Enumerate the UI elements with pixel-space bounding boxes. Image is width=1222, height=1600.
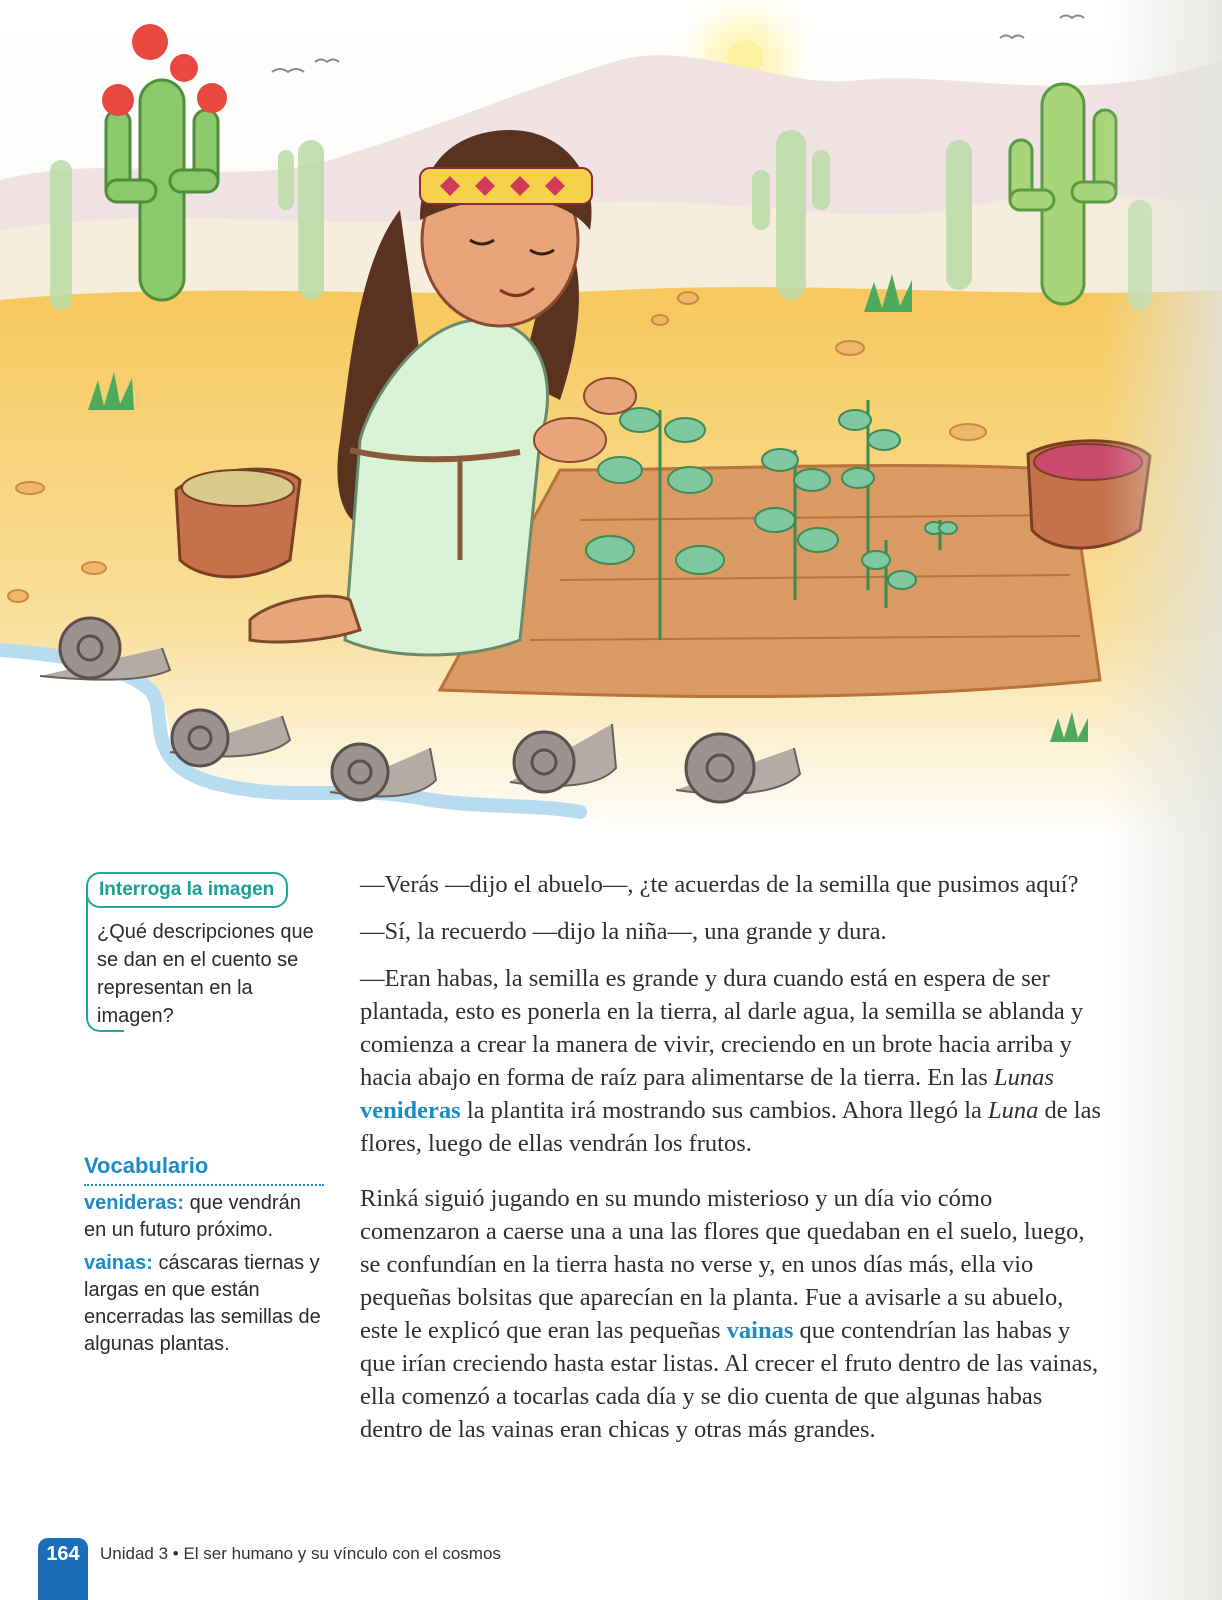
- vocab-term: vainas:: [84, 1252, 153, 1274]
- vocab-definition: cáscaras tiernas y largas en que están encerradas las semillas de algunas plantas.: [84, 1252, 321, 1355]
- basket-left: [176, 469, 300, 577]
- vocabulario-box: [84, 1152, 324, 1364]
- story-text: [360, 868, 1104, 1460]
- basket-right: [1028, 441, 1150, 548]
- story-paragraph: —Verás —dijo el abuelo—, ¿te acuerdas de la semilla que pusimos aquí?: [360, 871, 1079, 898]
- unit-title: Unidad 3 • El ser humano y su vínculo con el cosmos: [100, 1544, 501, 1563]
- page-number: 164: [46, 1543, 80, 1565]
- luna-italic: Luna: [988, 1097, 1039, 1124]
- lunas-italic: Lunas: [993, 1064, 1054, 1091]
- story-paragraph: —Sí, la recuerdo —dijo la niña—, una grande y dura.: [360, 918, 887, 945]
- story-paragraph: —Eran habas, la semilla es grande y dura cuando está en espera de ser plantada, esto es ponerla en la tierra, al darle agua, la semilla se ablanda y comienza a crear la manera de vivir, creciendo en un brote hacia arriba y hacia abajo en forma de raíz para alimentarse de la tierra. En las Lunas venideras la plantita irá mostrando sus cambios. Ahora llegó la Luna de las flores, luego de ellas vendrán los frutos.: [360, 965, 1102, 1157]
- vocab-definition: que vendrán en un futuro próximo.: [84, 1192, 301, 1241]
- story-paragraph: Rinká siguió jugando en su mundo misterioso y un día vio cómo comenzaron a caerse una a una las flores que quedaban en el suelo, luego, se confundían en la tierra hasta no verse y, en unos días más, ella vio pequeñas bolsitas que aparecían en la planta. Fue a avisarle a su abuelo, este le explicó que eran las pequeñas vainas que contendrían las habas y que irían creciendo hasta estar listas. Al crecer el fruto dentro de las vainas, ella comenzó a tocarlas cada día y se dio cuenta de que algunas habas dentro de las vainas eran chicas y otras más grandes.: [360, 1185, 1099, 1443]
- vocab-highlight-vainas: vainas: [726, 1317, 794, 1344]
- interroga-la-imagen-box: [86, 872, 322, 1034]
- vocab-entry: [84, 1250, 324, 1358]
- vocab-highlight-venideras: venideras: [360, 1097, 461, 1124]
- interroga-title: Interroga la imagen: [86, 872, 288, 908]
- interroga-question: ¿Qué descripciones que se dan en el cuento se representan en la imagen?: [97, 921, 314, 1027]
- vocab-term: venideras:: [84, 1192, 185, 1214]
- vocab-entry: [84, 1190, 324, 1244]
- vocab-title: Vocabulario: [84, 1152, 324, 1186]
